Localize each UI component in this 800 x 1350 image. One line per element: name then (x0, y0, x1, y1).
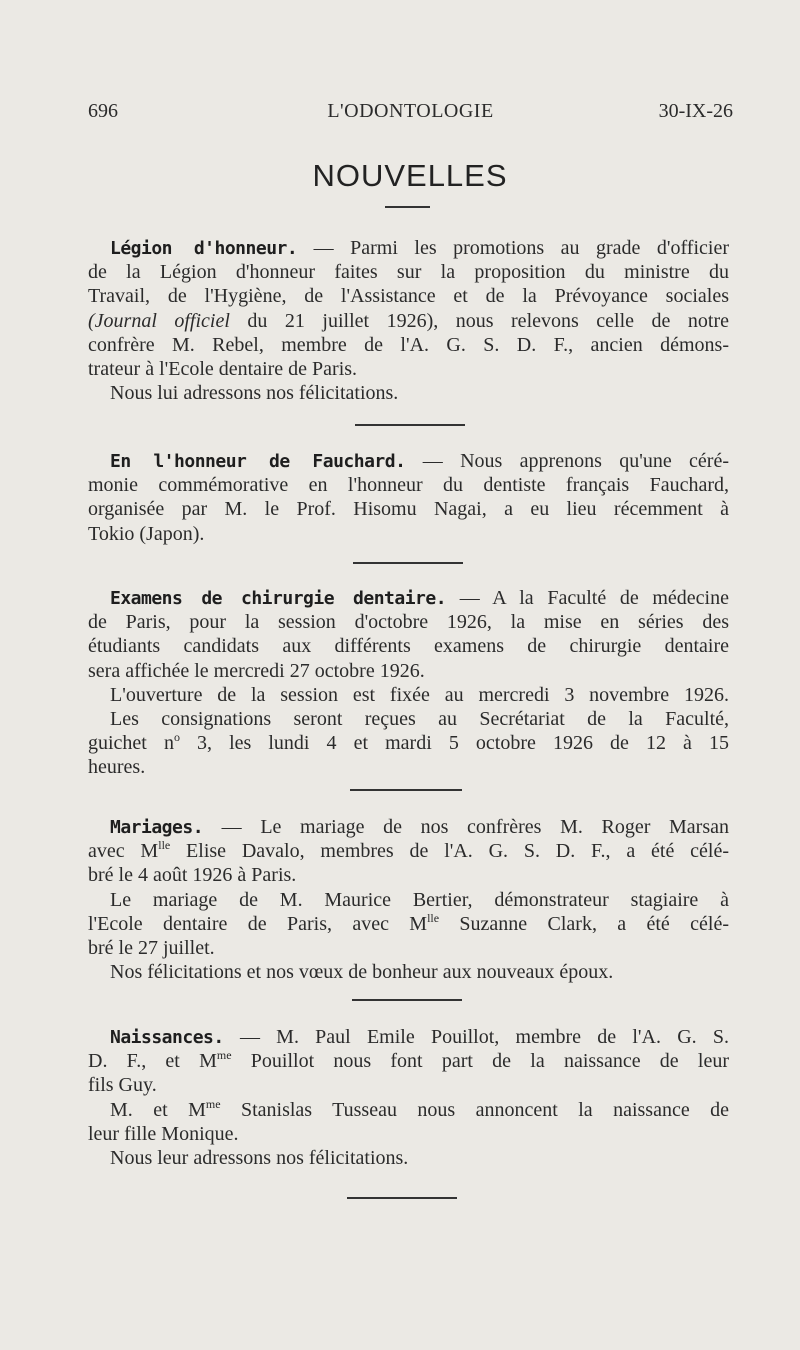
journal-title: L'ODONTOLOGIE (327, 100, 494, 122)
section-divider (350, 789, 462, 791)
section-fauchard: En l'honneur de Fauchard. — Nous apprenons qu'une céré- monie commémorative en l'honneur du dentiste français Fauchard, organisée par M. le Prof. Hisomu Nagai, a eu lieu récemment à Tokio (Japon). (88, 450, 729, 545)
page-number: 696 (88, 100, 118, 122)
section-divider (353, 562, 463, 564)
issue-date: 30-IX-26 (658, 100, 733, 122)
section-naissances: Naissances. — M. Paul Emile Pouillot, membre de l'A. G. S. D. F., et $M^{me}$ Pouillot nous font part de la naissance de leur fils Guy. M. et $M^{me}$ Stanislas Tusseau nous annoncent la naissance de leur fille Monique. Nous leur adressons nos félicitations. (88, 1026, 730, 1169)
section-divider (355, 424, 465, 426)
section-mariages: Mariages. — Le mariage de nos confrères M. Roger Marsan avec $M^{lle}$ Elise Davalo, membres de l'A. G. S. D. F., a été célé- bré le 4 août 1926 à Paris. Le mariage de M. Maurice Bertier, démonstrateur stagiaire à l'Ecole dentaire de Paris, avec $M^{lle}$ Suzanne Clark, a été célé- bré le 27 juillet. Nos félicitations et nos vœux de bonheur aux nouveaux époux. (88, 816, 729, 984)
section-heading: Légion d'honneur. (110, 238, 298, 259)
section-divider (347, 1197, 457, 1199)
section-heading: Mariages. (110, 817, 204, 838)
section-heading: Examens de chirurgie dentaire. (110, 588, 447, 609)
section-heading: Naissances. (110, 1027, 224, 1048)
page-title: NOUVELLES (312, 158, 508, 193)
running-header (88, 100, 733, 126)
section-examens: Examens de chirurgie dentaire. — A la Faculté de médecine de Paris, pour la session d'octobre 1926, la mise en séries des étudiants candidats aux différents examens de chirurgie dentaire sera affichée le mercredi 27 octobre 1926. L'ouverture de la session est fixée au mercredi 3 novembre 1926. Les consignations seront reçues au Secrétariat de la Faculté, guichet $n^o$ 3, les lundi 4 et mardi 5 octobre 1926 de 12 à 15 heures. (88, 587, 729, 779)
section-heading: En l'honneur de Fauchard. (110, 451, 406, 472)
section-legion-honneur: Légion d'honneur. — Parmi les promotions au grade d'officier de la Légion d'honneur faites sur la proposition du ministre du Travail, de l'Hygiène, de l'Assistance et de la Prévoyance sociales (Journal officiel du 21 juillet 1926), nous relevons celle de notre confrère M. Rebel, membre de l'A. G. S. D. F., ancien démons- trateur à l'Ecole dentaire de Paris. Nous lui adressons nos félicitations. (88, 237, 729, 405)
title-rule (385, 206, 430, 208)
section-divider (352, 999, 462, 1001)
